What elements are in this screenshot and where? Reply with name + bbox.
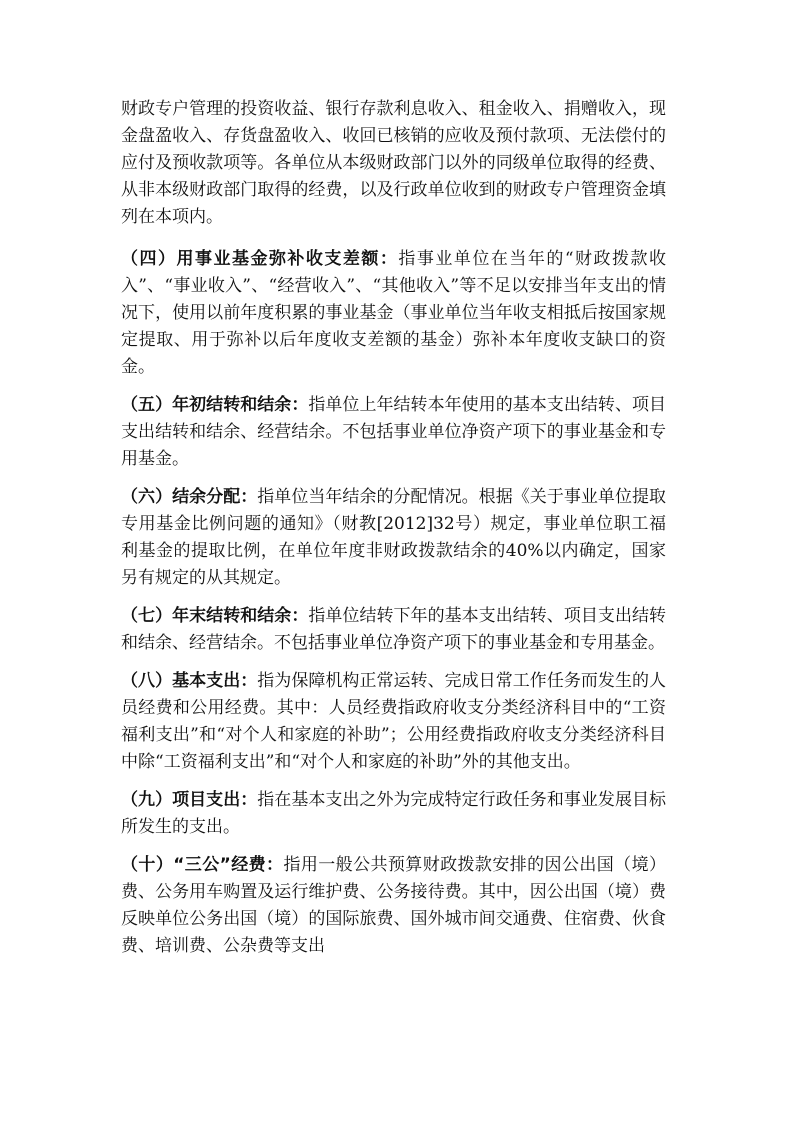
paragraph-income-continued — [121, 96, 666, 231]
paragraph-heading: （四）用事业基金弥补收支差额： — [121, 249, 399, 269]
paragraph-project-expenditure — [121, 787, 666, 841]
paragraph-text: 财政专户管理的投资收益、银行存款利息收入、租金收入、捐赠收入，现金盘盈收入、存货盘盈收入、收回已核销的应收及预付款项、无法偿付的应付及预收款项等。各单位从本级财政部门以外的同级单位取得的经费、从非本级财政部门取得的经费，以及行政单位收到的财政专户管理资金填列在本项内。 — [121, 99, 666, 227]
paragraph-heading: （九）项目支出： — [121, 790, 258, 810]
paragraph-basic-expenditure — [121, 668, 666, 776]
paragraph-text: 指单位结转下年的基本支出结转、项目支出结转和结余、经营结余。不包括事业单位净资产项下的事业基金和专用基金。 — [121, 606, 667, 653]
paragraph-heading: （七）年末结转和结余： — [121, 606, 309, 626]
paragraph-text: 指单位上年结转本年使用的基本支出结转、项目支出结转和结余、经营结余。不包括事业单位净资产项下的事业基金和专用基金。 — [121, 395, 667, 469]
paragraph-business-fund-offset — [121, 246, 666, 381]
paragraph-surplus-distribution — [121, 484, 666, 592]
paragraph-text: 指事业单位在当年的“财政拨款收入”、“事业收入”、“经营收入”、“其他收入”等不足以安排当年支出的情况下，使用以前年度积累的事业基金（事业单位当年收支相抵后按国家规定提取、用于弥补以后年度收支差额的基金）弥补本年度收支缺口的资金。 — [121, 249, 666, 377]
paragraph-text: 指为保障机构正常运转、完成日常工作任务而发生的人员经费和公用经费。其中：人员经费指政府收支分类经济科目中的“工资福利支出”和“对个人和家庭的补助”；公用经费指政府收支分类经济科目中除“工资福利支出”和“对个人和家庭的补助”外的其他支出。 — [121, 671, 667, 772]
paragraph-three-public-expenses — [121, 852, 666, 960]
paragraph-opening-balance — [121, 392, 666, 473]
document-body — [121, 96, 666, 971]
paragraph-text: 指用一般公共预算财政拨款安排的因公出国（境）费、公务用车购置及运行维护费、公务接待费。其中，因公出国（境）费反映单位公务出国（境）的国际旅费、国外城市间交通费、住宿费、伙食费、培训费、公杂费等支出 — [121, 855, 666, 956]
paragraph-text: 指在基本支出之外为完成特定行政任务和事业发展目标所发生的支出。 — [121, 790, 667, 837]
paragraph-heading: （八）基本支出： — [121, 671, 258, 691]
paragraph-heading: （五）年初结转和结余： — [121, 395, 309, 415]
paragraph-heading: （六）结余分配： — [121, 487, 258, 507]
paragraph-heading: （十）“三公”经费： — [121, 855, 284, 875]
paragraph-text: 指单位当年结余的分配情况。根据《关于事业单位提取专用基金比例问题的通知》（财教[2012]32号）规定，事业单位职工福利基金的提取比例，在单位年度非财政拨款结余的40%以内确定，国家另有规定的从其规定。 — [121, 487, 667, 588]
paragraph-closing-balance — [121, 603, 666, 657]
